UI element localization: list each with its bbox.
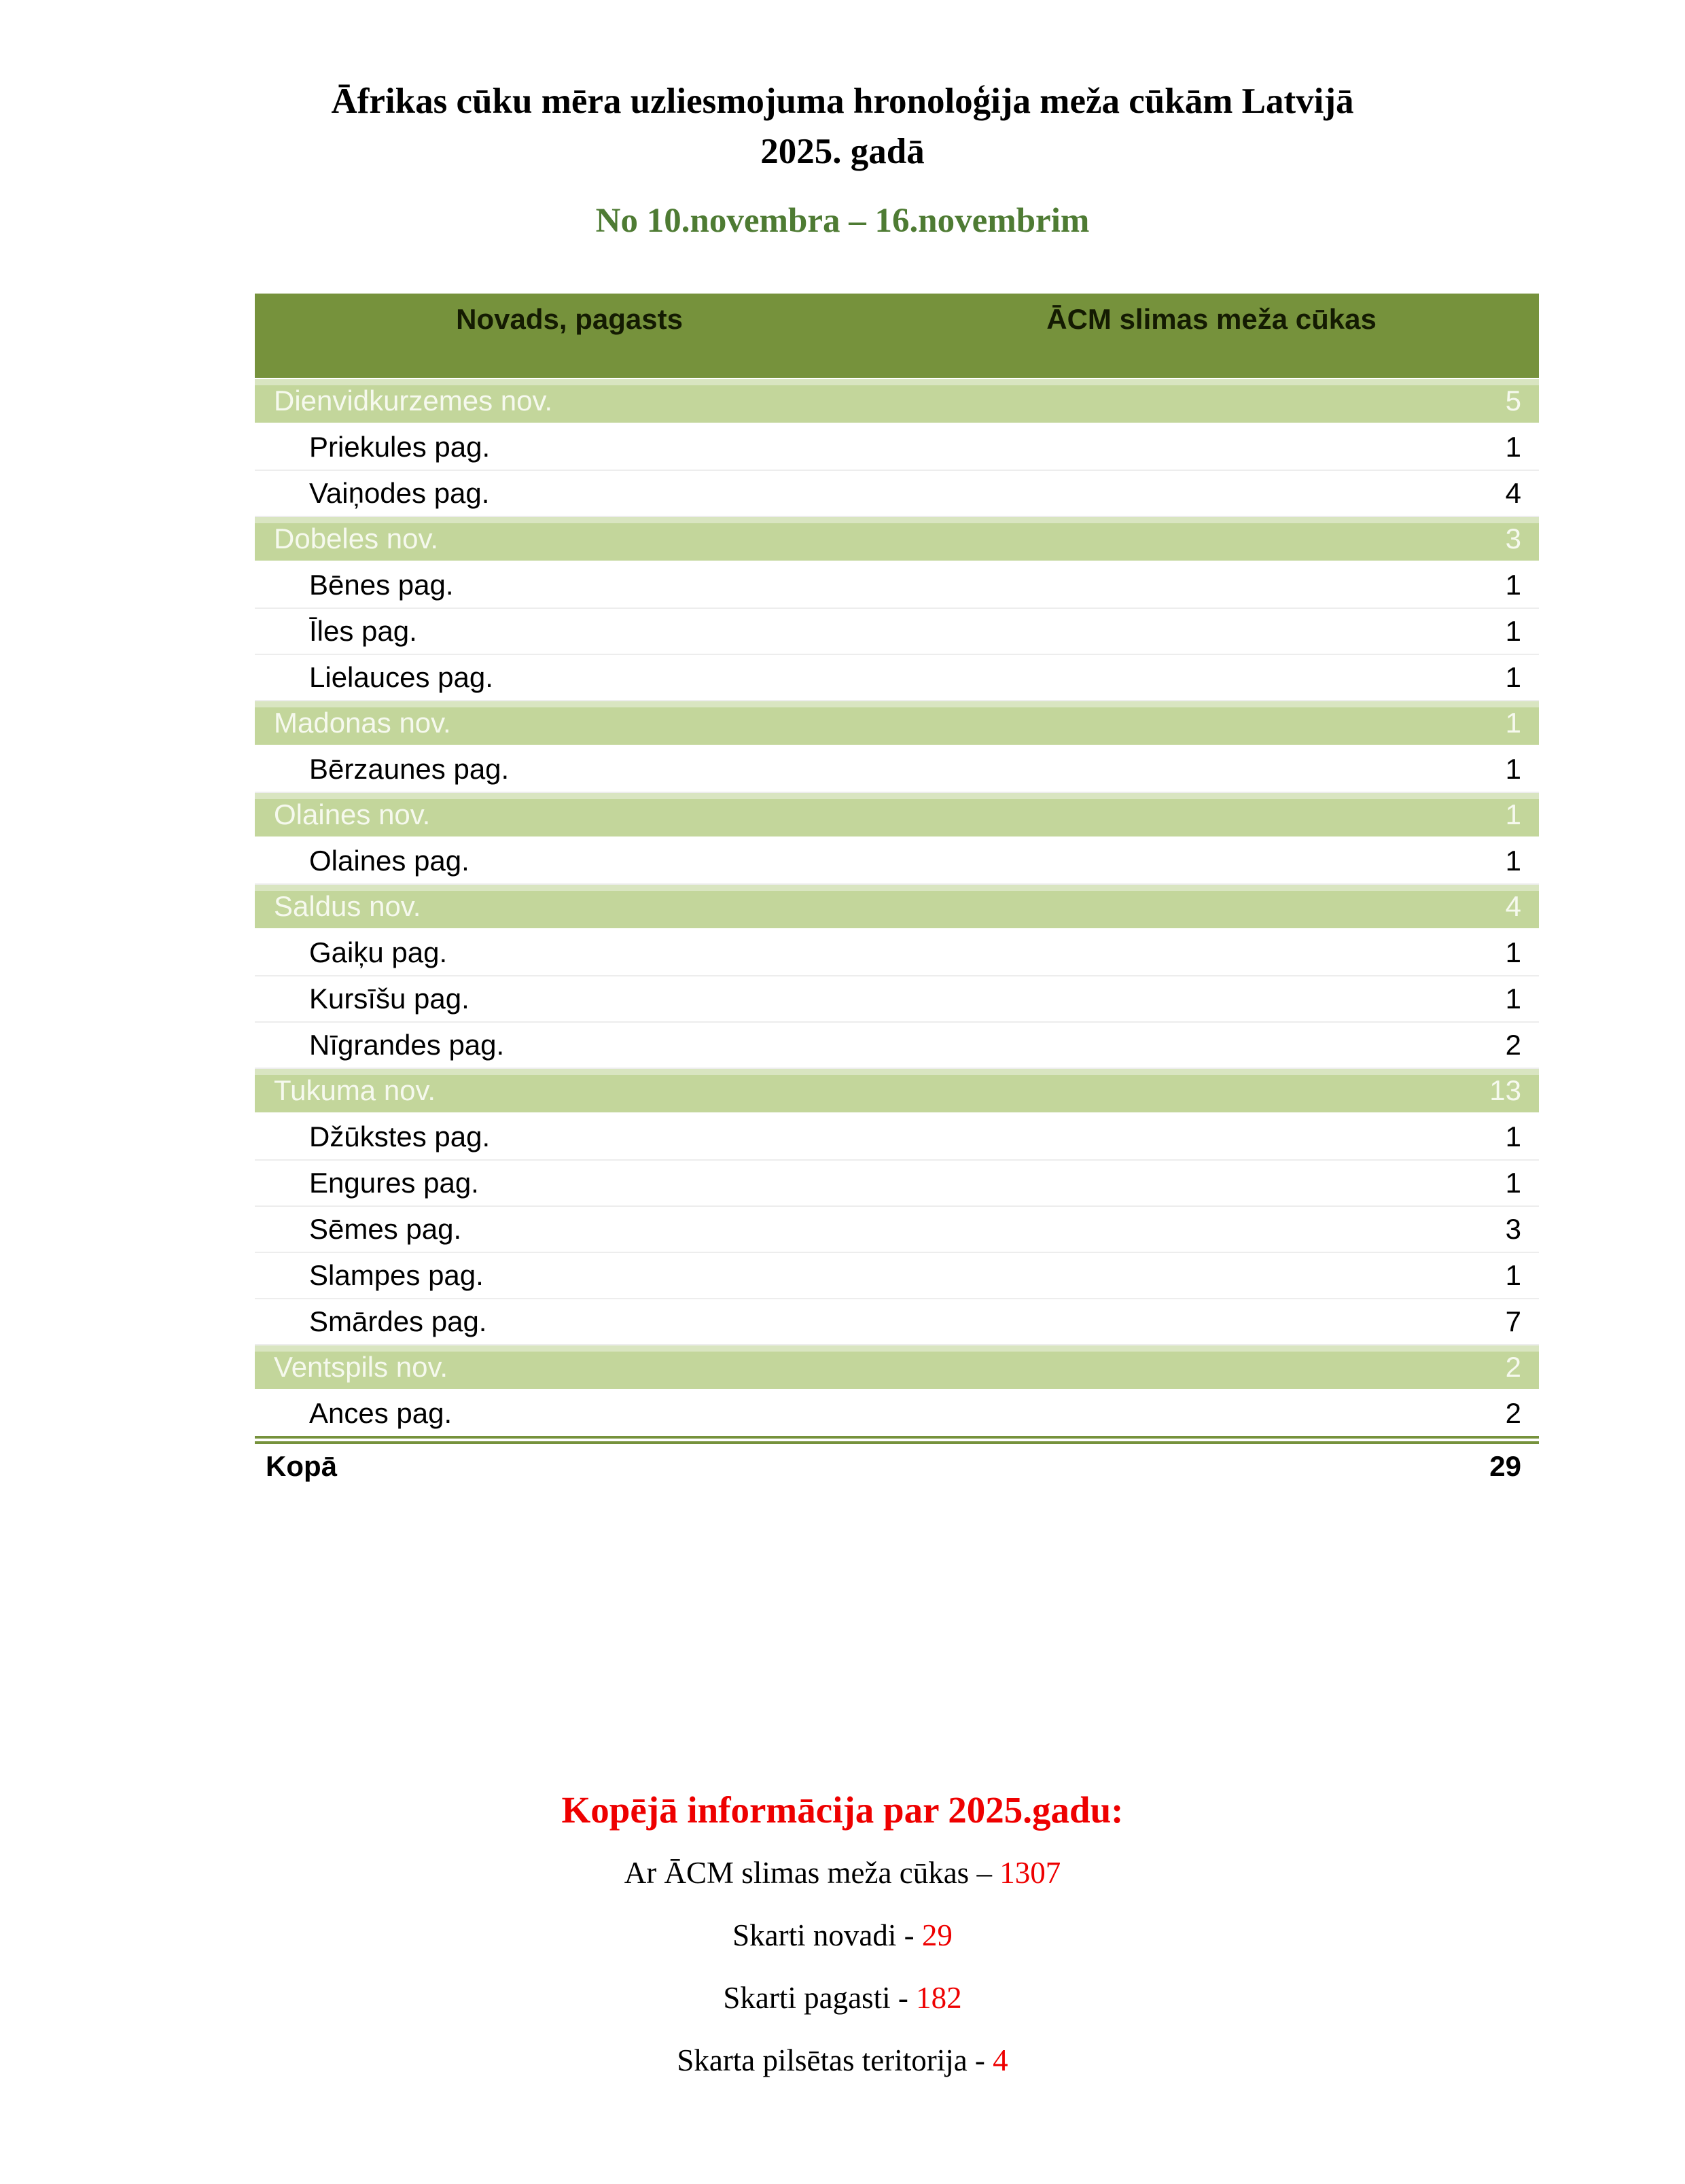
row-label: Bēnes pag.	[255, 562, 884, 609]
row-label: Ances pag.	[255, 1390, 884, 1441]
table-row-pagasts	[255, 424, 1539, 471]
row-value: 13	[884, 1068, 1539, 1114]
row-value: 1	[884, 608, 1539, 654]
table-row-novads	[255, 792, 1539, 838]
row-value: 1	[884, 746, 1539, 793]
row-label: Kursīšu pag.	[255, 976, 884, 1022]
summary-line-label: Ar ĀCM slimas meža cūkas –	[624, 1856, 1000, 1890]
row-label: Kopā	[255, 1440, 884, 1489]
row-value: 2	[884, 1345, 1539, 1390]
row-label: Gaiķu pag.	[255, 930, 884, 976]
row-value: 2	[884, 1022, 1539, 1068]
table-row-pagasts	[255, 1160, 1539, 1206]
row-value: 5	[884, 378, 1539, 424]
table-row-pagasts	[255, 976, 1539, 1022]
row-label: Bērzaunes pag.	[255, 746, 884, 793]
row-label: Saldus nov.	[255, 884, 884, 930]
outbreak-table-wrap	[255, 294, 1539, 1489]
summary-line	[0, 1854, 1685, 1892]
table-row-novads	[255, 516, 1539, 562]
row-value: 1	[884, 930, 1539, 976]
row-value: 1	[884, 654, 1539, 701]
row-label: Slampes pag.	[255, 1252, 884, 1299]
row-value: 1	[884, 1160, 1539, 1206]
yearly-summary	[0, 1786, 1685, 2104]
row-value: 4	[884, 884, 1539, 930]
header-novads-pagasts: Novads, pagasts	[255, 294, 884, 378]
row-label: Dobeles nov.	[255, 516, 884, 562]
table-row-pagasts	[255, 470, 1539, 516]
row-label: Olaines nov.	[255, 792, 884, 838]
row-label: Vaiņodes pag.	[255, 470, 884, 516]
row-label: Džūkstes pag.	[255, 1114, 884, 1161]
row-value: 1	[884, 424, 1539, 471]
row-value: 3	[884, 516, 1539, 562]
summary-line	[0, 1979, 1685, 2017]
table-row-novads	[255, 1345, 1539, 1390]
page-title	[0, 76, 1685, 177]
table-row-pagasts	[255, 838, 1539, 885]
row-label: Tukuma nov.	[255, 1068, 884, 1114]
week-range-subtitle: No 10.novembra – 16.novembrim	[595, 202, 1090, 240]
table-header-row	[255, 294, 1539, 378]
table-row-pagasts	[255, 1252, 1539, 1299]
summary-line	[0, 2041, 1685, 2079]
table-row-pagasts	[255, 1299, 1539, 1345]
summary-line-label: Skarti pagasti -	[723, 1981, 917, 2015]
table-row-pagasts	[255, 1390, 1539, 1441]
row-value: 3	[884, 1206, 1539, 1252]
summary-lines	[0, 1854, 1685, 2079]
row-value: 1	[884, 562, 1539, 609]
table-row-novads	[255, 701, 1539, 746]
table-row-pagasts	[255, 930, 1539, 976]
row-value: 1	[884, 1114, 1539, 1161]
outbreak-table	[255, 294, 1539, 1489]
page-title-line2: 2025. gadā	[760, 132, 925, 171]
table-row-novads	[255, 378, 1539, 424]
row-label: Dienvidkurzemes nov.	[255, 378, 884, 424]
table-row-total	[255, 1440, 1539, 1489]
row-label: Engures pag.	[255, 1160, 884, 1206]
row-value: 2	[884, 1390, 1539, 1441]
row-value: 1	[884, 1252, 1539, 1299]
row-label: Smārdes pag.	[255, 1299, 884, 1345]
table-row-pagasts	[255, 562, 1539, 609]
summary-line-value: 4	[993, 2043, 1008, 2077]
row-label: Lielauces pag.	[255, 654, 884, 701]
table-row-pagasts	[255, 1206, 1539, 1252]
summary-line	[0, 1916, 1685, 1954]
summary-line-label: Skarta pilsētas teritorija -	[677, 2043, 993, 2077]
row-value: 1	[884, 838, 1539, 885]
row-value: 1	[884, 976, 1539, 1022]
table-row-novads	[255, 1068, 1539, 1114]
row-value: 4	[884, 470, 1539, 516]
summary-line-label: Skarti novadi -	[732, 1918, 922, 1952]
table-row-pagasts	[255, 1022, 1539, 1068]
table-row-pagasts	[255, 654, 1539, 701]
row-value: 1	[884, 701, 1539, 746]
row-label: Sēmes pag.	[255, 1206, 884, 1252]
row-value: 29	[884, 1440, 1539, 1489]
header-acm-count: ĀCM slimas meža cūkas	[884, 294, 1539, 378]
row-label: Īles pag.	[255, 608, 884, 654]
summary-heading: Kopējā informācija par 2025.gadu:	[561, 1789, 1124, 1831]
row-label: Priekules pag.	[255, 424, 884, 471]
table-row-pagasts	[255, 1114, 1539, 1161]
row-label: Madonas nov.	[255, 701, 884, 746]
summary-line-value: 182	[916, 1981, 962, 2015]
table-body	[255, 378, 1539, 1489]
table-row-pagasts	[255, 746, 1539, 793]
row-label: Ventspils nov.	[255, 1345, 884, 1390]
row-label: Olaines pag.	[255, 838, 884, 885]
row-value: 1	[884, 792, 1539, 838]
row-label: Nīgrandes pag.	[255, 1022, 884, 1068]
table-row-pagasts	[255, 608, 1539, 654]
row-value: 7	[884, 1299, 1539, 1345]
summary-line-value: 1307	[999, 1856, 1061, 1890]
page-title-line1: Āfrikas cūku mēra uzliesmojuma hronoloģija meža cūkām Latvijā	[331, 82, 1354, 121]
summary-line-value: 29	[921, 1918, 953, 1952]
table-row-novads	[255, 884, 1539, 930]
